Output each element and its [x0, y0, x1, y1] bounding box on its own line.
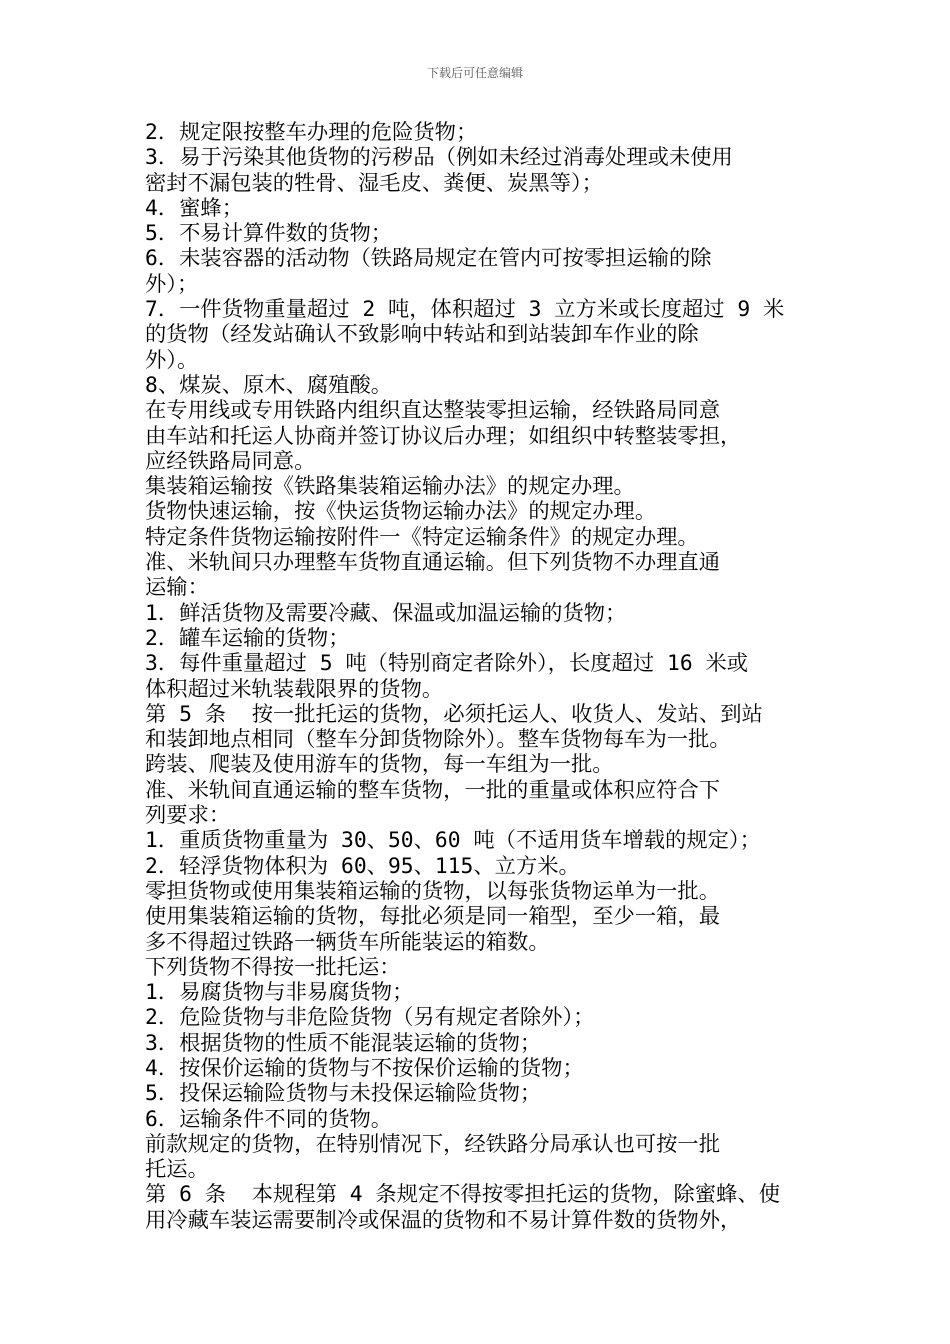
text-line: 3．每件重量超过 5 吨（特别商定者除外），长度超过 16 米或 — [145, 651, 749, 677]
text-line: 跨装、爬装及使用游车的货物，每一车组为一批。 — [145, 752, 614, 778]
text-line: 特定条件货物运输按附件一《特定运输条件》的规定办理。 — [145, 524, 699, 550]
text-line: 7．一件货物重量超过 2 吨，体积超过 3 立方米或长度超过 9 米 — [145, 297, 785, 323]
text-line: 第 5 条 按一批托运的货物，必须托运人、收货人、发站、到站 — [145, 701, 763, 727]
page-header: 下载后可任意编辑 — [426, 66, 523, 80]
text-line: 前款规定的货物，在特别情况下，经铁路分局承认也可按一批 — [145, 1131, 721, 1157]
text-line: 列要求： — [145, 803, 231, 829]
text-line: 1．重质货物重量为 30、50、60 吨（不适用货车增载的规定）； — [145, 828, 761, 854]
text-line: 体积超过米轨装载限界的货物。 — [145, 676, 444, 702]
text-line: 零担货物或使用集装箱运输的货物，以每张货物运单为一批。 — [145, 878, 721, 904]
text-line: 外）； — [145, 271, 199, 297]
text-line: 和装卸地点相同（整车分卸货物除外）。整车货物每车为一批。 — [145, 727, 731, 753]
document-body — [145, 120, 813, 1233]
text-line: 使用集装箱运输的货物，每批必须是同一箱型，至少一箱，最 — [145, 904, 721, 930]
text-line: 2．轻浮货物体积为 60、95、115、立方米。 — [145, 853, 580, 879]
text-line: 5．投保运输险货物与未投保运输险货物； — [145, 1081, 542, 1107]
text-line: 1．易腐货物与非易腐货物； — [145, 980, 414, 1006]
text-line: 3．根据货物的性质不能混装运输的货物； — [145, 1030, 542, 1056]
text-line: 8、煤炭、原木、腐殖酸。 — [145, 372, 393, 398]
text-line: 密封不漏包装的牲骨、湿毛皮、粪便、炭黑等）； — [145, 170, 603, 196]
text-line: 6．未装容器的活动物（铁路局规定在管内可按零担运输的除 — [145, 246, 712, 272]
text-line: 第 6 条 本规程第 4 条规定不得按零担托运的货物，除蜜蜂、使 — [145, 1182, 780, 1208]
text-line: 托运。 — [145, 1157, 209, 1183]
text-line: 下列货物不得按一批托运： — [145, 954, 401, 980]
text-line: 在专用线或专用铁路内组织直达整装零担运输，经铁路局同意 — [145, 398, 721, 424]
text-line: 4．按保价运输的货物与不按保价运输的货物； — [145, 1055, 584, 1081]
text-line: 用冷藏车装运需要制冷或保温的货物和不易计算件数的货物外， — [145, 1207, 742, 1233]
text-line: 应经铁路局同意。 — [145, 448, 316, 474]
text-line: 2．规定限按整车办理的危险货物； — [145, 120, 478, 145]
text-line: 外）。 — [145, 347, 199, 373]
text-line: 6．运输条件不同的货物。 — [145, 1106, 393, 1132]
text-line: 1．鲜活货物及需要冷藏、保温或加温运输的货物； — [145, 600, 627, 626]
text-line: 集装箱运输按《铁路集装箱运输办法》的规定办理。 — [145, 474, 635, 500]
text-line: 2．危险货物与非危险货物（另有规定者除外）； — [145, 1005, 595, 1031]
text-line: 2．罐车运输的货物； — [145, 625, 350, 651]
text-line: 5．不易计算件数的货物； — [145, 221, 393, 247]
text-line: 多不得超过铁路一辆货车所能装运的箱数。 — [145, 929, 550, 955]
text-line: 准、米轨间只办理整车货物直通运输。但下列货物不办理直通 — [145, 550, 721, 576]
text-line: 准、米轨间直通运输的整车货物，一批的重量或体积应符合下 — [145, 777, 721, 803]
text-line: 货物快速运输，按《快运货物运输办法》的规定办理。 — [145, 499, 657, 525]
text-line: 4．蜜蜂； — [145, 195, 244, 221]
text-line: 3．易于污染其他货物的污秽品（例如未经过消毒处理或未使用 — [145, 145, 733, 171]
text-line: 由车站和托运人协商并签订协议后办理；如组织中转整装零担， — [145, 423, 742, 449]
text-line: 运输： — [145, 575, 209, 601]
text-line: 的货物（经发站确认不致影响中转站和到站装卸车作业的除 — [145, 322, 699, 348]
